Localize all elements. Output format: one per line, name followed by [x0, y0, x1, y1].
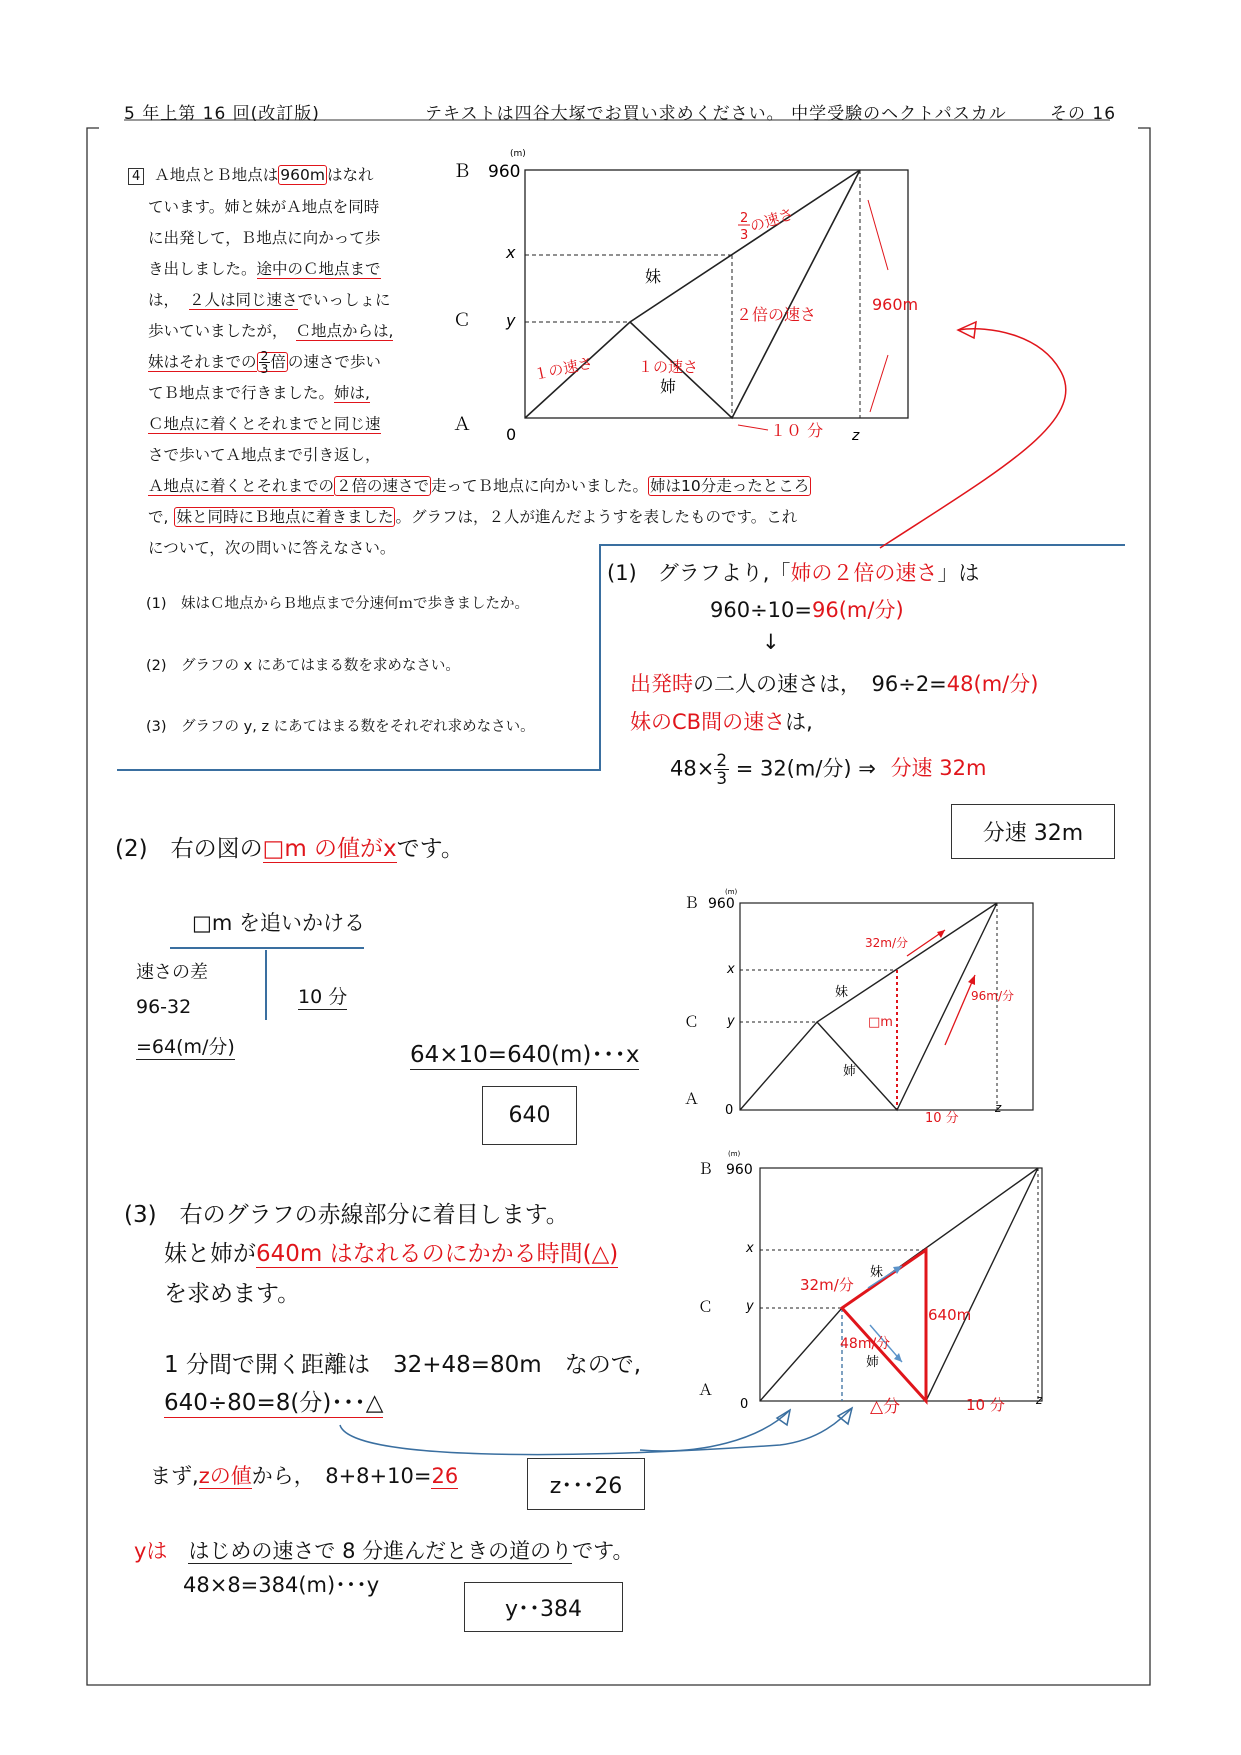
graph1-tick-y: y: [506, 311, 516, 330]
question-3: (3) グラフの y, z にあてはまる数をそれぞれ求めなさい。: [146, 719, 535, 735]
graph2-arrowhead-96: [968, 975, 975, 985]
question-2: (2) グラフの x にあてはまる数を求めなさい。: [146, 658, 460, 674]
sol3-text: はじめの速さで 8 分進んだときの道のり: [188, 1539, 573, 1563]
sol3-line2: [164, 1235, 618, 1268]
sol3-line6: [150, 1460, 458, 1490]
graph2-label-ane: 姉: [843, 1064, 857, 1079]
graph3-tick-x: x: [746, 1241, 754, 1256]
sol1-frac-den: 3: [716, 767, 728, 788]
graph3-label-c: Ｃ: [698, 1298, 714, 1316]
sol3-result: 26: [431, 1464, 459, 1488]
graph2-arrow-96: [945, 975, 975, 1045]
graph3-label-10min: 10 分: [966, 1396, 1005, 1414]
graph1-label-c: Ｃ: [453, 310, 471, 331]
graph1-label-speed1a: １の速さ: [532, 353, 595, 384]
sol3-text: 右のグラフの赤線部分に着目します。: [179, 1202, 569, 1228]
sol3-line3: を求めます。: [164, 1281, 301, 1307]
sol2-text: です。: [396, 836, 464, 862]
sol1-result: 96(m/分): [812, 598, 904, 622]
sol1-line1: [607, 557, 979, 587]
graph2-label-b: Ｂ: [684, 894, 700, 912]
graph1-frac-den: 3: [740, 228, 749, 243]
graph1-label-ane: 姉: [660, 377, 677, 396]
graph2-tick-y: y: [727, 1014, 735, 1029]
sol1-calc: = 32(m/分) ⇒: [729, 756, 883, 781]
problem-underline: Ｃ地点に着くとそれまでと同じ速: [148, 415, 381, 433]
graph1-10min-line: [738, 425, 768, 430]
graph1-tick-x: x: [506, 243, 516, 262]
problem-line: 。グラフは，２人が進んだようすを表したものです。これ: [395, 508, 798, 526]
sol1-answer-box: 分速 32m: [951, 804, 1115, 859]
sol2-diff-label: 速さの差: [136, 962, 208, 983]
graph3-tick-960: 960: [726, 1162, 753, 1178]
sol2-title: [115, 830, 464, 863]
sol1-calc: の二人の速さは， 96÷2=: [693, 672, 947, 696]
graph1-dist-arrow-top: [868, 200, 888, 270]
sol3-text: 妹と姉が: [164, 1241, 256, 1267]
speed-highlight: ２倍の速さで: [336, 477, 430, 495]
header-left: 5 年上第 16 回(改訂版): [124, 104, 320, 124]
problem-line: で,: [148, 508, 169, 526]
graph1-label-speed23: の速さ: [747, 204, 797, 236]
sol2-diff2: =64(m/分): [136, 1032, 235, 1060]
graph1-label-imouto: 妹: [645, 267, 662, 286]
graph3-tick-z: z: [1036, 1393, 1043, 1407]
distance-highlight: 960m: [280, 166, 325, 184]
graph2-frame: [740, 903, 1033, 1110]
graph2-label-box-m: □m: [868, 1015, 893, 1030]
problem-line: 歩いていましたが，: [148, 322, 288, 340]
graph1-frame: [525, 170, 908, 418]
problem-underline: Ａ地点に着くとそれまでの: [148, 477, 335, 495]
problem-line: について，次の問いに答えなさい。: [148, 539, 396, 557]
graph-3: [690, 1150, 1070, 1417]
frac-num: 2: [260, 347, 269, 363]
problem-line: はなれ: [326, 166, 374, 184]
problem-line: の速さで歩い: [287, 353, 381, 371]
sol1-result: 48(m/分): [946, 672, 1039, 696]
graph1-label-b: Ｂ: [453, 161, 471, 182]
graph2-label-10min: 10 分: [925, 1111, 959, 1126]
graph2-unit: (m): [725, 888, 738, 896]
graph3-label-640: 640m: [928, 1306, 972, 1324]
sol1-text: 」は: [937, 561, 980, 585]
sol1-line5: [670, 752, 986, 787]
sol1-line2: [710, 594, 904, 624]
problem-line: Ａ地点とＢ地点は: [154, 166, 279, 184]
problem-line: に出発して，Ｂ地点に向かって歩: [148, 229, 381, 247]
sol2-diff1: 96-32: [136, 996, 192, 1018]
graph3-label-b: Ｂ: [698, 1160, 714, 1178]
graph1-dist-arrow-bottom: [870, 355, 888, 412]
graph1-label-dist: 960m: [872, 295, 919, 314]
sol3-highlight: 640m はなれるのにかかる時間(△): [256, 1241, 619, 1267]
graph1-frac-num: 2: [740, 211, 749, 226]
sol3-text: です。: [572, 1539, 634, 1563]
sol3-line4: 1 分間で開く距離は 32+48=80m なので,: [164, 1352, 642, 1378]
problem-underline: 姉は,: [334, 384, 370, 402]
problem-underline: 途中のＣ地点まで: [256, 260, 381, 278]
graph1-label-a: Ａ: [453, 414, 471, 435]
graph2-tick-z: z: [995, 1101, 1002, 1115]
problem-underline: 妹はそれまでの: [148, 353, 257, 371]
graph2-tick-960: 960: [708, 896, 735, 912]
sol1-highlight: 出発時: [630, 672, 693, 696]
graph1-tick-z: z: [852, 428, 860, 444]
graph1-label-10min: １０ 分: [770, 421, 824, 440]
graph3-red-triangle: [842, 1250, 926, 1401]
problem-line: は，: [148, 291, 180, 309]
sol3-answer-y: y･･384: [464, 1582, 623, 1632]
graph3-label-imouto: 妹: [870, 1265, 884, 1280]
graph2-label-96: 96m/分: [971, 989, 1015, 1003]
problem-underline: Ｃ地点からは,: [295, 322, 394, 340]
graph-2: [675, 890, 1035, 1125]
sol3-highlight: zの値: [198, 1464, 252, 1488]
sol2-calc: 64×10=640(m)･･･x: [410, 1036, 639, 1070]
header-right: その 16: [1050, 104, 1117, 124]
sol2-time: 10 分: [298, 982, 347, 1010]
sol1-label: (1): [607, 561, 637, 585]
sol3-text: まず,: [150, 1464, 199, 1488]
problem-line: 倍: [270, 353, 286, 371]
sol2-text: 右の図の: [170, 836, 263, 862]
problem-number: 4: [128, 168, 144, 185]
sol1-frac-num: 2: [716, 750, 728, 770]
sol3-highlight: yは: [134, 1539, 168, 1563]
graph1-unit: (m): [510, 149, 526, 159]
same-time-highlight: 妹と同時にＢ地点に着きました: [176, 508, 394, 526]
graph3-label-ane: 姉: [866, 1355, 880, 1370]
graph2-label-32: 32m/分: [865, 936, 909, 950]
graph3-label-delta: △分: [870, 1397, 901, 1417]
sol1-calc: 48×: [670, 756, 715, 781]
problem-line: てＢ地点まで行きました。: [148, 384, 335, 402]
graph1-tick-0: 0: [506, 425, 517, 444]
sol3-calc: から， 8+8+10=: [251, 1464, 432, 1488]
sol3-answer-z: z･･･26: [527, 1458, 645, 1510]
problem-line: さで歩いてＡ地点まで引き返し，: [148, 446, 381, 464]
sol1-calc: 960÷10=: [710, 598, 812, 622]
sol1-highlight: 姉の２倍の速さ: [790, 561, 938, 585]
question-1: (1) 妹はＣ地点からＢ地点まで分速何ｍで歩きましたか。: [146, 596, 530, 612]
graph3-tick-0: 0: [740, 1397, 749, 1412]
graph3-unit: (m): [728, 1150, 741, 1158]
sol1-result: 分速 32m: [890, 756, 987, 781]
sol3-label: (3): [124, 1202, 157, 1228]
sol3-line7: [134, 1535, 633, 1565]
frac-den: 3: [260, 361, 269, 376]
ran10-highlight: 姉は10分走ったところ: [650, 477, 810, 495]
graph1-tick-960: 960: [488, 162, 521, 182]
sol1-line4: [630, 706, 813, 736]
graph2-label-imouto: 妹: [835, 985, 849, 1000]
graph2-label-a: Ａ: [684, 1090, 700, 1108]
sol1-text: グラフより,「: [657, 561, 791, 585]
graph3-tick-y: y: [746, 1299, 754, 1314]
graph2-label-c: Ｃ: [684, 1013, 700, 1031]
sol1-arrow: ↓: [762, 630, 780, 654]
sol2-label: (2): [115, 836, 148, 862]
sol3-line8: 48×8=384(m)･･･y: [183, 1573, 380, 1597]
graph1-label-speed1b: １の速さ: [638, 358, 699, 376]
problem-line: でいっしょに: [297, 291, 391, 309]
graph3-label-32: 32m/分: [800, 1276, 854, 1294]
problem-line: ています。姉と妹がＡ地点を同時: [148, 198, 380, 216]
problem-underline: ２人は同じ速さ: [189, 291, 298, 309]
sol3-title: [124, 1196, 569, 1229]
graph3-label-a: Ａ: [698, 1381, 714, 1399]
problem-line: き出しました。: [148, 260, 257, 278]
sol3-line5: 640÷80=8(分)･･･△: [164, 1384, 383, 1418]
graph-1: [450, 149, 919, 450]
graph3-label-48: 48m/分: [840, 1336, 891, 1352]
sol1-line3: [630, 668, 1038, 698]
sol2-highlight: □m の値がx: [262, 836, 397, 862]
sol2-answer-box: 640: [482, 1086, 577, 1145]
header-center: テキストは四谷大塚でお買い求めください。 中学受験のヘクトパスカル: [425, 104, 1007, 124]
sol2-chase: □m を追いかける: [192, 911, 365, 935]
sol1-text: は,: [785, 710, 813, 734]
graph2-tick-0: 0: [725, 1103, 734, 1118]
graph1-label-speed2x: ２倍の速さ: [736, 305, 817, 324]
problem-line: 走ってＢ地点に向かいました。: [431, 477, 649, 495]
graph2-tick-x: x: [727, 962, 735, 977]
sol1-highlight: 妹のCB間の速さ: [630, 710, 786, 734]
